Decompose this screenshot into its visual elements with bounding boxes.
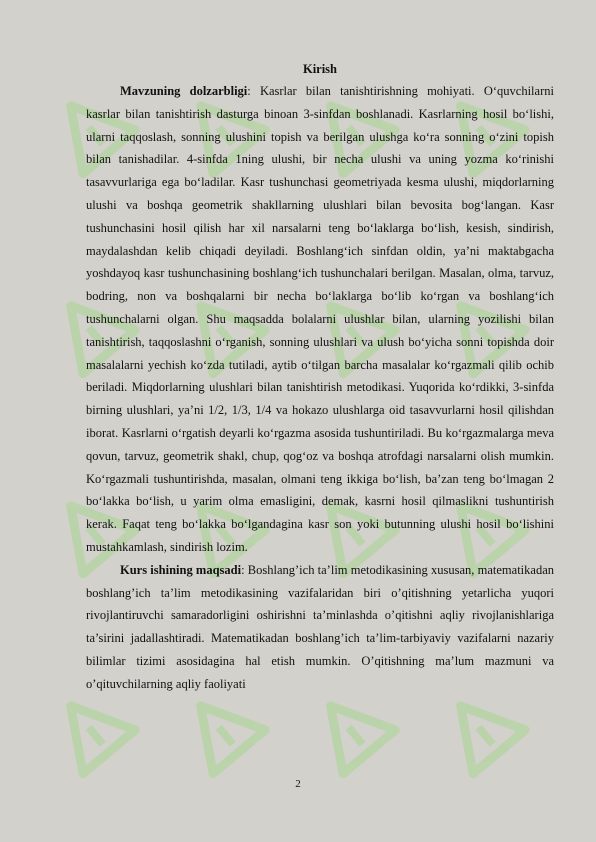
watermark-triangle-icon (305, 684, 396, 774)
section-title: Kirish (302, 62, 338, 76)
lead-separator: : (241, 562, 248, 577)
paragraph-text: Kasrlar bilan tanishtirishning mohiyati. O‘quvchilarni kasrlar bilan tanishtirish dasturga binoan 3-sinfdan boshlanadi. Kasrlarning hosil bo‘lishi, ularni taqqoslash, sonning ulushini topish va berilgan ulushga ko‘ra sonning o‘zini topish bilan tanishadilar. 4-sinfda 1ning ulushi, bir necha ulushi va uning yozma ko‘rinishi tasavvurlariga ega bo‘ladilar. Kasr tushunchasi geometriyada kesma ulushi, miqdorlarning ulushi va boshqa geometrik shakllarning ulushlari bilan bevosita bog‘langan. Kasr tushunchasini hosil qilish har xil narsalarni teng bo‘laklarga bo‘lish, kesish, sindirish, maydalashdan kelib chiqadi deyiladi. Boshlang‘ich sinfdan oldin, ya’ni maktabgacha yoshdayoq kasr tushunchasining boshlang‘ich tushunchalari berilgan. Masalan, olma, tarvuz, bodring, non va boshqalarni bir necha bo‘laklarga bo‘lib ko‘rgan va boshlang‘ich tushunchalarni olgan. Shu maqsadda bolalarni ulushlar bilan, ularning yozilishi bilan tanishtirish, taqqoslashni o‘rganish, sonning ulushlari va ulush bo‘yicha sonni topishda doir masalalarni yechish ko‘zda tutiladi, aytib o‘tilgan barcha masalalar ko‘rgazmali qilib ochib beriladi. Miqdorlarning ulushlari bilan tanishtirish metodikasi. Yuqorida ko‘rdikki, 3-sinfda birning ulushlari, ya’ni 1/2, 1/3, 1/4 va hokazo ulushlarga oid tasavvurlarni hosil qilishdan iborat. Kasrlarni o‘rgatish deyarli ko‘rgazma asosida tushuntiriladi. Bu ko‘rgazmalarga meva qovun, tarvuz, geometrik shakl, chup, qog‘oz va boshqa atrofdagi narsalarni olish mumkin. Ko‘rgazmali tushuntirishda, masalan, olmani teng ikkiga bo‘lish, ba’zan teng bo‘lmagan 2 bo‘lakka bo‘lish, u yarim olma emasligini, demak, kasrni hosil qilmaslikni tushuntirish kerak. Faqat teng bo‘lakka bo‘lgandagina kasr son yoki butunning ulushi hosil bo‘lishini mustahkamlash, sindirish lozim. (86, 84, 554, 554)
lead-separator: : (247, 84, 260, 98)
paragraph-relevance (86, 80, 554, 559)
paragraph-lead: Mavzuning dolzarbligi (120, 84, 248, 98)
watermark-triangle-icon (435, 684, 526, 774)
watermark-triangle-icon (45, 684, 136, 774)
page-number: 2 (295, 778, 301, 790)
page-content (86, 58, 554, 696)
paragraph-text: Boshlang’ich ta’lim metodikasining xususan, matematikadan boshlang’ich ta’lim metodikasining vazifalaridan biri o’qitishning yetarlicha yuqori rivojlantiruvchi samaradorligini oshirishni ta’minlashda o’qitishni aqliy rivojlanishlariga ta’sirini jadallashtiradi. Matematikadan boshlang’ich ta’lim-tarbiyaviy vazifalarni nazariy bilimlar tizimi asosidagina hal etish mumkin. O’qitishning ma’lum mazmuni va o’qituvchilarning aqliy faoliyati (86, 562, 554, 691)
paragraph-goal (86, 559, 554, 696)
paragraph-lead: Kurs ishining maqsadi (120, 562, 242, 577)
watermark-triangle-icon (175, 684, 266, 774)
